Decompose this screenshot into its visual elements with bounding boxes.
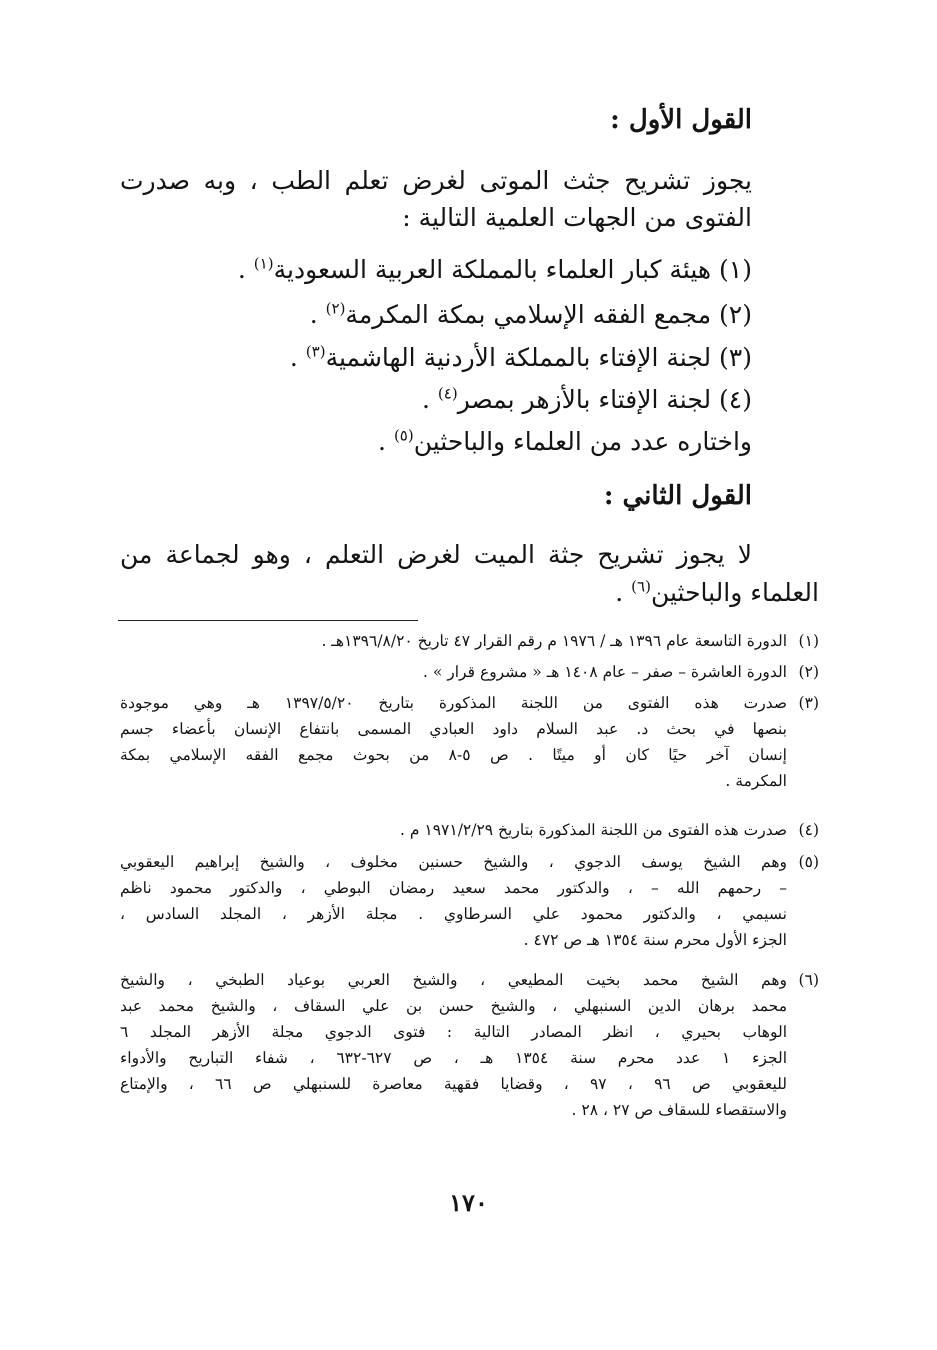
opinion-2-heading: القول الثاني :: [603, 481, 752, 511]
footnote-line: الجزء الأول محرم سنة ١٣٥٤ هـ ص ٤٧٢ .: [523, 931, 787, 949]
footnote-line: – رحمهم الله – ، والدكتور محمد سعيد رمضان البوطي ، والدكتور محمود ناظم: [120, 879, 787, 897]
page-number: ١٧٠: [449, 1188, 488, 1217]
footnote-line: الجزء ١ عدد محرم سنة ١٣٥٤ هـ ، ص ٦٢٧-٦٣٢ ، شفاء التباريح والأدواء: [120, 1049, 787, 1067]
item-text: واختاره عدد من العلماء والباحثين: [413, 427, 752, 456]
footnote-number: (٥): [798, 853, 819, 871]
footnote-ref: (١): [253, 254, 274, 273]
item-end: .: [309, 300, 326, 329]
footnote-line: وهم الشيخ محمد بخيت المطيعي ، والشيخ العربي بوعياد الطبخي ، والشيخ: [120, 971, 787, 989]
footnote-line: نسيمي ، والدكتور محمود علي السرطاوي . مجلة الأزهر ، المجلد السادس ،: [120, 905, 787, 923]
item-end: .: [289, 343, 306, 372]
opinion-1-intro-line-2: الفتوى من الجهات العلمية التالية :: [402, 203, 752, 232]
footnote-line: الوهاب بحيري ، انظر المصادر التالية : فتوى الدجوي مجلة الأزهر المجلد ٦: [120, 1023, 787, 1041]
footnote-number: (١): [798, 632, 819, 650]
footnote-separator: [118, 620, 418, 621]
footnote-ref: (٤): [437, 384, 458, 403]
item-end: .: [378, 427, 394, 456]
line-end: .: [615, 578, 632, 607]
footnote-line: والاستقصاء للسقاف ص ٢٧ ، ٢٨ .: [571, 1101, 787, 1119]
item-text: (١) هيئة كبار العلماء بالمملكة العربية السعودية: [273, 255, 752, 284]
footnote-line: إنسان آخر حيًا كان أو ميتًا . ص ٥-٨ من بحوث مجمع الفقه الإسلامي بمكة: [120, 746, 787, 764]
footnote-line: لليعقوبي ص ٩٦ ، ٩٧ ، وقضايا فقهية معاصرة للسنبهلي ص ٦٦ ، والإمتاع: [120, 1075, 787, 1093]
footnote-ref: (٢): [325, 299, 346, 318]
footnote-line: الدورة التاسعة عام ١٣٩٦ هـ / ١٩٧٦ م رقم القرار ٤٧ تاريخ ١٣٩٦/٨/٢٠هـ .: [321, 632, 787, 650]
footnote-ref: (٦): [631, 577, 651, 596]
opinion-1-heading: القول الأول :: [610, 105, 752, 135]
footnote-line: المكرمة .: [725, 772, 787, 790]
item-end: .: [422, 385, 438, 414]
footnote-ref: (٥): [393, 426, 414, 445]
footnote-line: محمد برهان الدين السنبهلي ، والشيخ حسن بن علي السقاف ، والشيخ محمد عبد: [120, 997, 787, 1015]
item-text: (٢) مجمع الفقه الإسلامي بمكة المكرمة: [345, 300, 752, 329]
footnote-number: (٦): [798, 971, 819, 989]
footnote-line: الدورة العاشرة – صفر – عام ١٤٠٨ هـ « مشروع قرار » .: [423, 663, 787, 681]
opinion-1-item: [290, 340, 752, 376]
footnote-line: صدرت هذه الفتوى من اللجنة المذكورة بتاريخ ١٣٩٧/٥/٢٠ هـ وهي موجودة: [120, 694, 788, 712]
opinion-1-intro-line-1: يجوز تشريح جثث الموتى لغرض تعلم الطب ، وبه صدرت: [120, 166, 752, 195]
line-text: العلماء والباحثين: [650, 578, 819, 607]
footnote-line: صدرت هذه الفتوى من اللجنة المذكورة بتاريخ ١٩٧١/٢/٢٩ م .: [400, 821, 787, 839]
item-end: .: [237, 255, 254, 284]
opinion-1-item: [238, 252, 752, 288]
opinion-2-line-2: [615, 575, 819, 611]
item-text: (٣) لجنة الإفتاء بالمملكة الأردنية الهاشمية: [325, 343, 752, 372]
footnote-number: (٣): [798, 694, 819, 712]
footnote-ref: (٣): [305, 342, 326, 361]
footnote-number: (٤): [798, 821, 819, 839]
footnote-number: (٢): [798, 663, 819, 681]
footnote-line: بنصها في بحث د. عبد السلام داود العبادي المسمى بانتفاع الإنسان بأعضاء جسم: [120, 720, 787, 738]
opinion-1-item: [378, 424, 752, 460]
footnote-line: وهم الشيخ يوسف الدجوي ، والشيخ حسنين مخلوف ، والشيخ إبراهيم اليعقوبي: [120, 853, 787, 871]
opinion-2-line-1: لا يجوز تشريح جثة الميت لغرض التعلم ، وهو لجماعة من: [120, 540, 752, 569]
item-text: (٤) لجنة الإفتاء بالأزهر بمصر: [457, 385, 752, 414]
opinion-1-item: [422, 382, 752, 418]
opinion-1-item: [310, 297, 752, 333]
